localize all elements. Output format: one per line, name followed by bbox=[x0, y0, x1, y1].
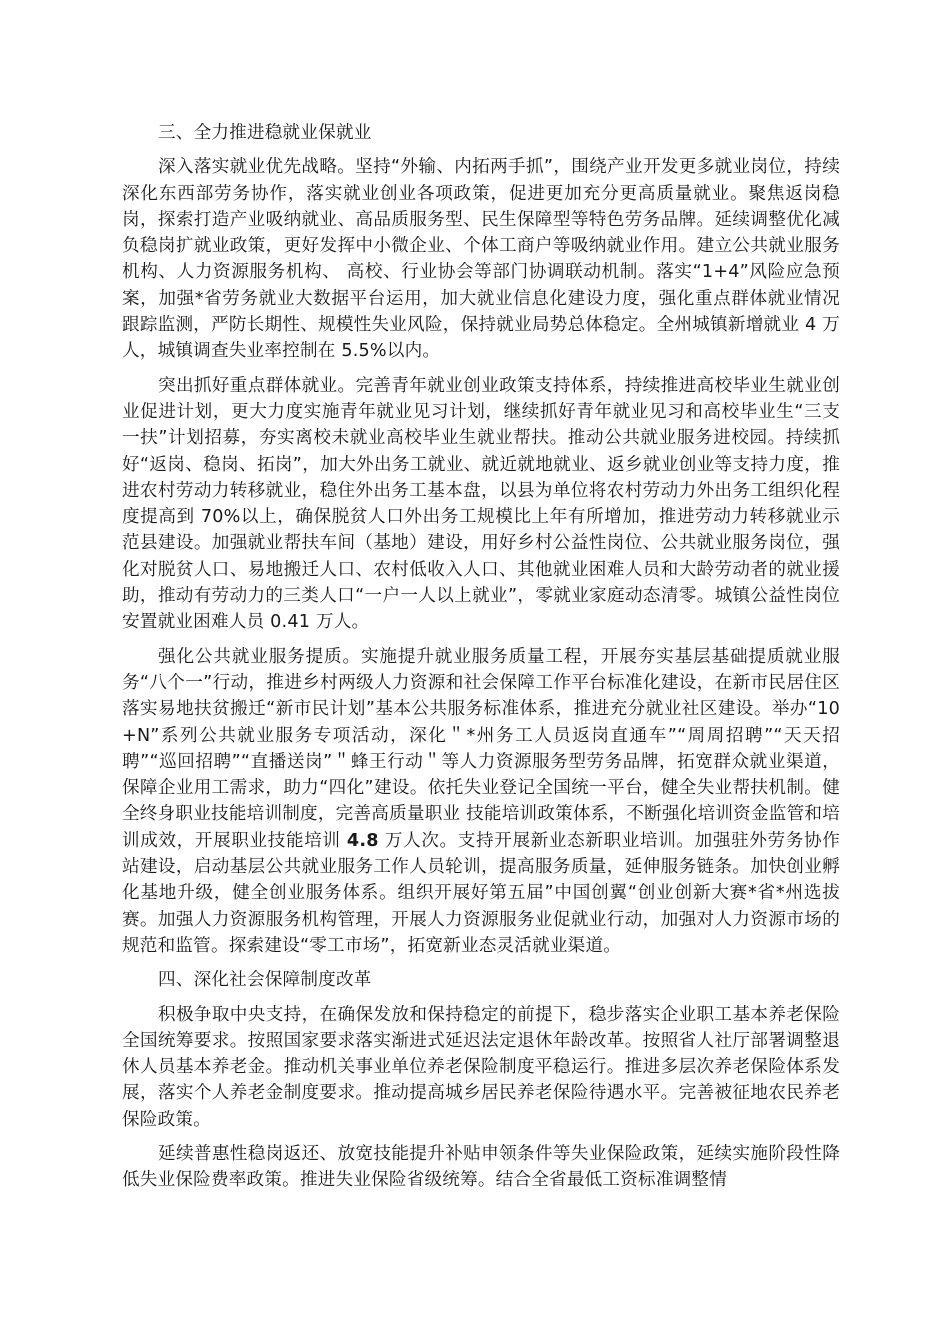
training-figure: 4.8 bbox=[346, 830, 379, 851]
paragraph-employment-priority: 深入落实就业优先战略。坚持“外输、内拓两手抓”，围绕产业开发更多就业岗位，持续深化东西部劳务协作，落实就业创业各项政策，促进更加充分更高质量就业。聚焦返岗稳岗，探索打造产业吸纳就业、高品质服务型、民生保障型等特色劳务品牌。延续调整优化减负稳岗扩就业政策，更好发挥中小微企业、个体工商户等吸纳就业作用。建立公共就业服务机构、人力资源服务机构、 高校、行业协会等部门协调联动机制。落实“1+4”风险应急预案，加强*省劳务就业大数据平台运用，加大就业信息化建设力度，强化重点群体就业情况跟踪监测，严防长期性、规模性失业风险，保持就业局势总体稳定。全州城镇新增就业 4 万人，城镇调查失业率控制在 5.5%以内。 bbox=[122, 157, 840, 362]
paragraph-key-groups: 突出抓好重点群体就业。完善青年就业创业政策支持体系，持续推进高校毕业生就业创业促进计划，更大力度实施青年就业见习计划，继续抓好青年就业见习和高校毕业生“三支一扶”计划招募，夯实离校未就业高校毕业生就业帮扶。推动公共就业服务进校园。持续抓好“返岗、稳岗、拓岗”，加大外出务工就业、就近就地就业、返乡就业创业等支持力度，推进农村劳动力转移就业，稳住外出务工基本盘，以县为单位将农村劳动力外出务工组织化程度提高到 70%以上，确保脱贫人口外出务工规模比上年有所增加，推进劳动力转移就业示范县建设。加强就业帮扶车间（基地）建设，用好乡村公益性岗位、公共就业服务岗位，强化对脱贫人口、易地搬迁人口、农村低收入人口、其他就业困难人员和大龄劳动者的就业援助，推动有劳动力的三类人口“一户一人以上就业”，零就业家庭动态清零。城镇公益性岗位安置就业困难人员 0.41 万人。 bbox=[122, 375, 840, 633]
paragraph-text-part: 万人次。支持开展新业态新职业培训。加强驻外劳务协作站建设，启动基层公共就业服务工作人员轮训，提高服务质量，延伸服务链条。加快创业孵化基地升级，健全创业服务体系。组织开展好第五届”中国创翼“创业创新大赛*省*州选拔赛。加强人力资源服务机构管理，开展人力资源服务业促就业行动，加强对人力资源市场的规范和监管。探索建设“零工市场”，拓宽新业态灵活就业渠道。 bbox=[122, 830, 841, 956]
section-heading-3: 三、全力推进稳就业保就业 bbox=[158, 123, 372, 143]
paragraph-text-part: 强化公共就业服务提质。实施提升就业服务质量工程，开展夯实基层基础提质就业服务“八个一”行动，推进乡村两级人力资源和社会保障工作平台标准化建设，在新市民居住区落实易地扶贫搬迁“新市民计划”基本公共服务标准体系，推进充分就业社区建设。举办“10+N”系列公共就业服务专项活动，深化＂*州务工人员返岗直通车”“周周招聘”“天天招聘”“巡回招聘”“直播送岗”＂蜂王行动＂等人力资源服务型劳务品牌，拓宽群众就业渠道，保障企业用工需求，助力“四化”建设。依托失业登记全国统一平台，健全失业帮扶机制。健全终身职业技能培训制度，完善高质量职业 技能培训政策体系，不断强化培训资金监管和培训成效，开展职业技能培训 bbox=[122, 646, 840, 851]
paragraph-public-service bbox=[122, 644, 840, 960]
paragraph-unemployment-insurance: 延续普惠性稳岗返还、放宽技能提升补贴申领条件等失业保险政策，延续实施阶段性降低失业保险费率政策。推进失业保险省级统筹。结合全省最低工资标准调整情 bbox=[122, 1143, 840, 1191]
document-body bbox=[122, 120, 840, 1202]
section-heading-4: 四、深化社会保障制度改革 bbox=[158, 970, 372, 991]
paragraph-pension-reform: 积极争取中央支持，在确保发放和保持稳定的前提下，稳步落实企业职工基本养老保险全国统筹要求。按照国家要求落实渐进式延迟法定退休年龄改革。按照省人社厅部署调整退休人员基本养老金。推动机关事业单位养老保险制度平稳运行。推进多层次养老保险体系发展，落实个人养老金制度要求。推动提高城乡居民养老保险待遇水平。完善被征地农民养老保险政策。 bbox=[122, 1004, 840, 1130]
